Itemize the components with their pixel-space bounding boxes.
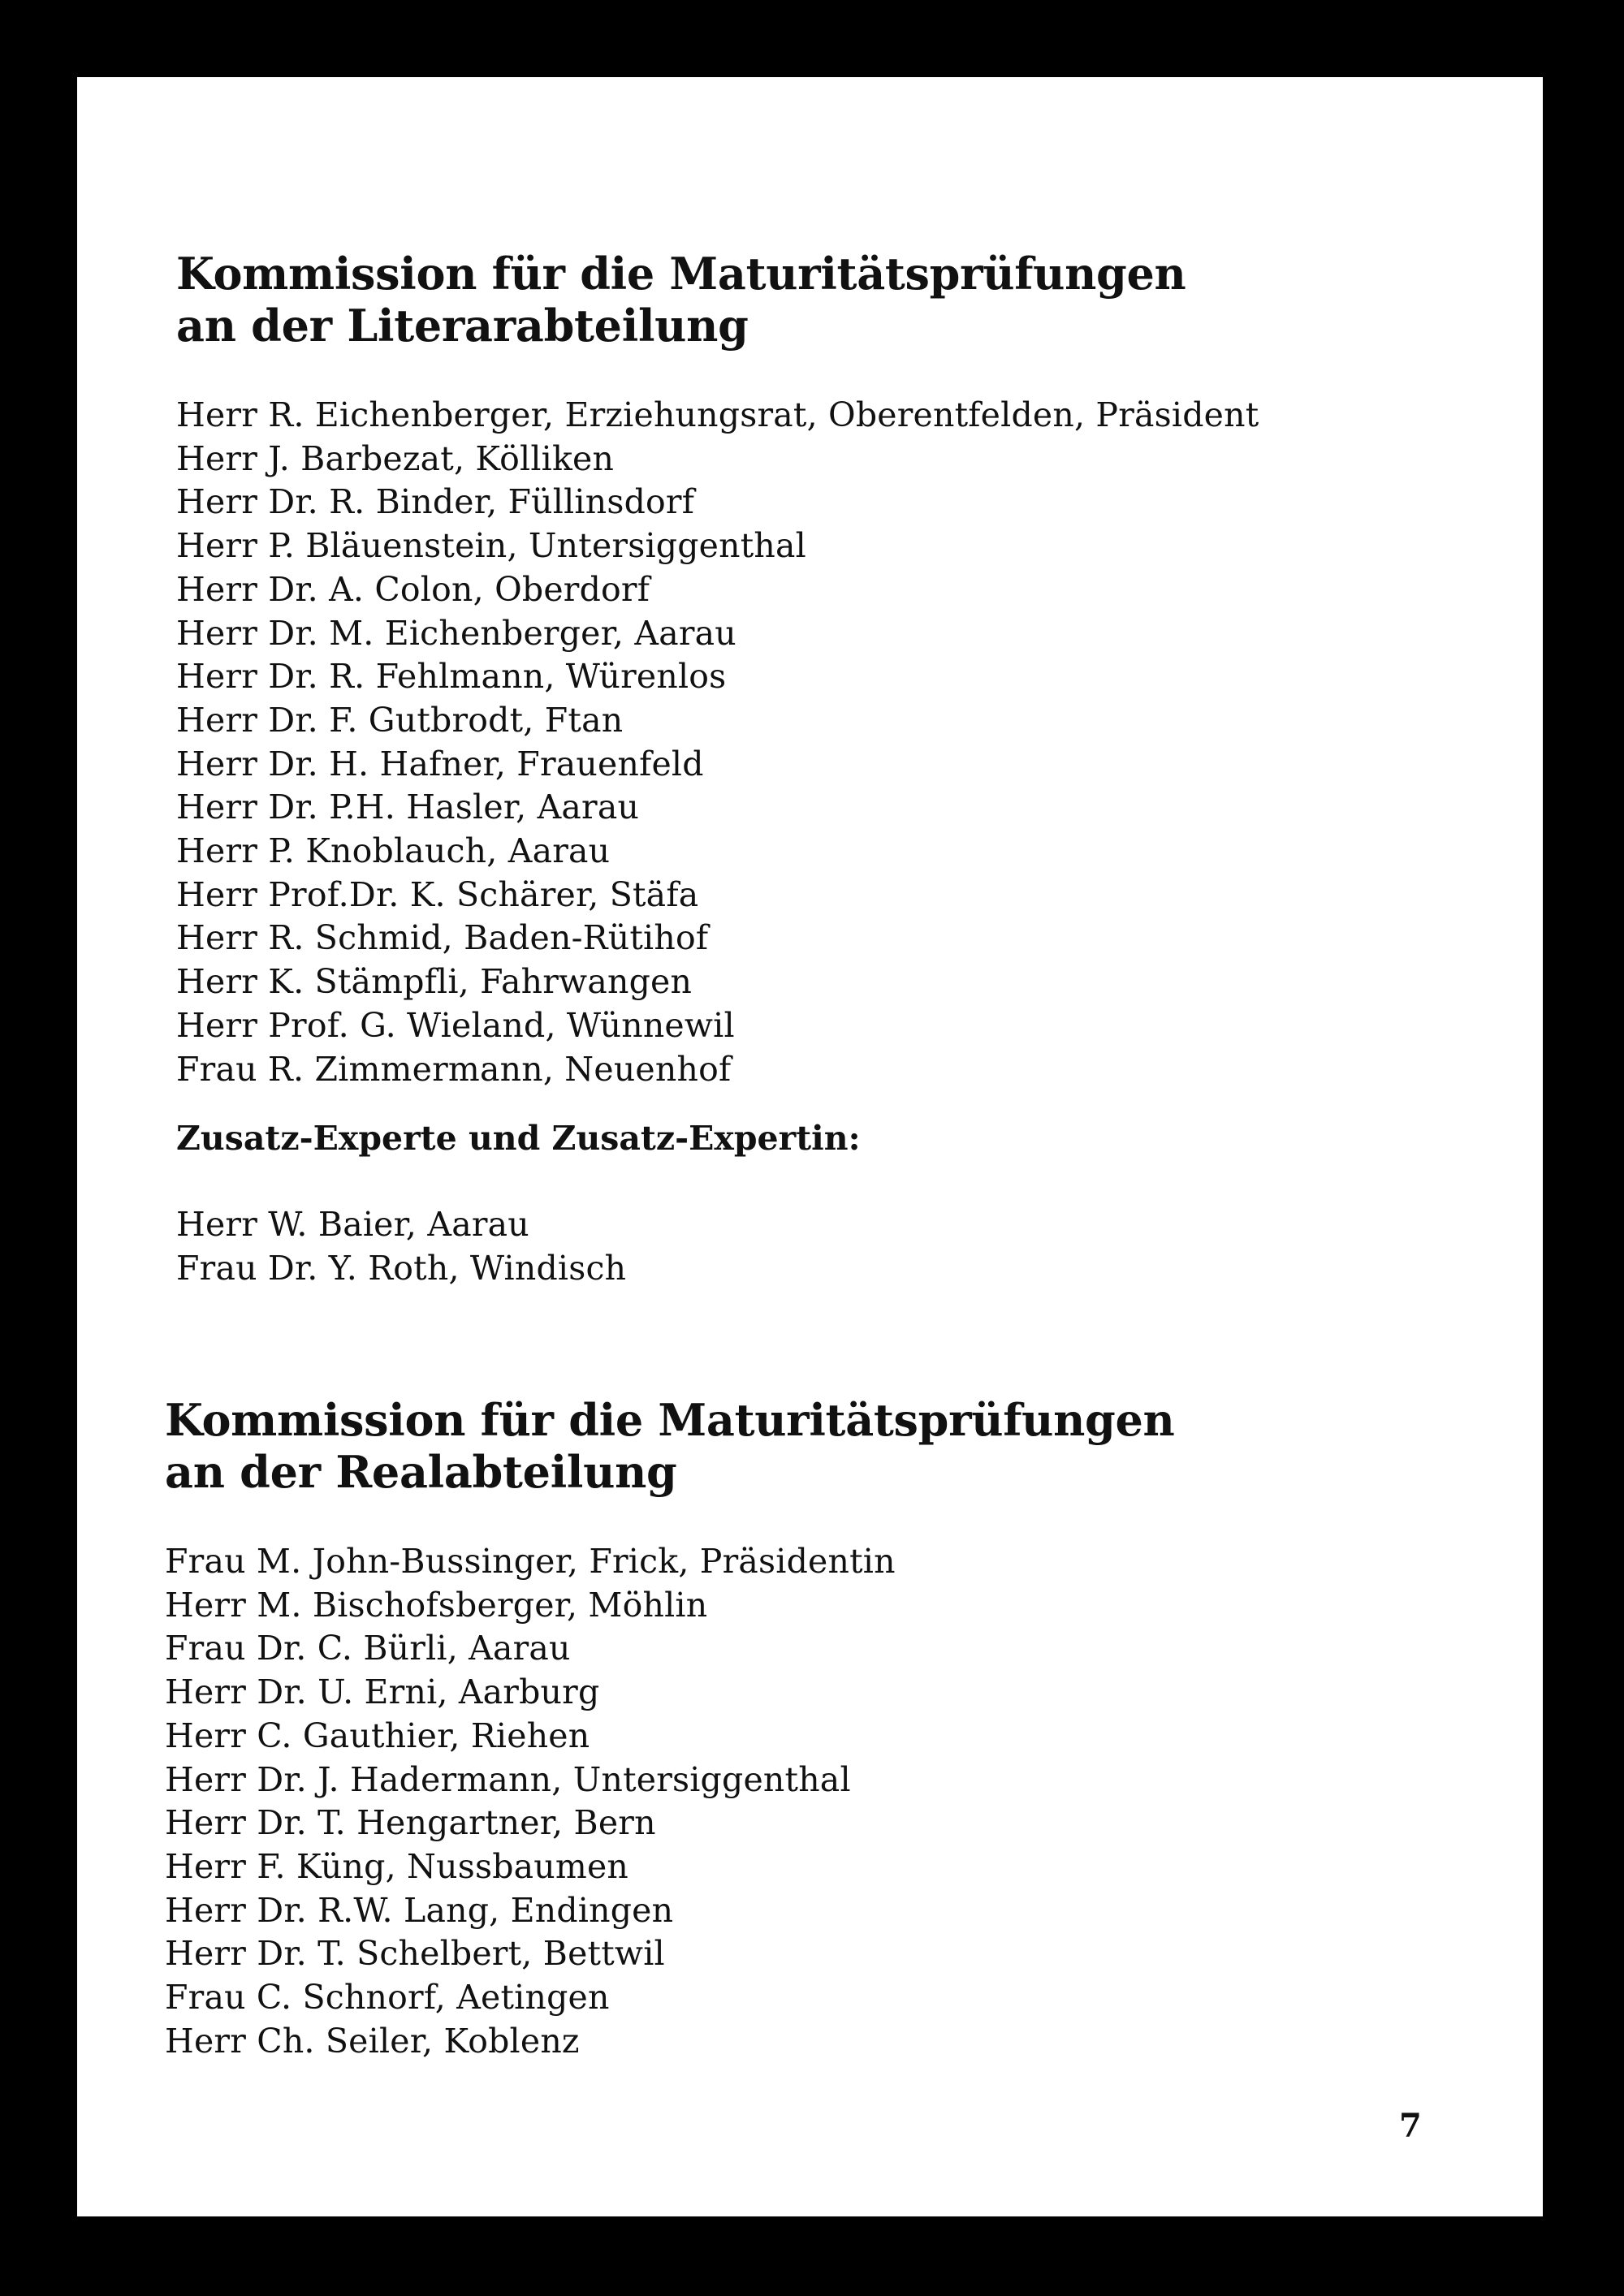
member-item: Herr J. Barbezat, Kölliken [176, 438, 615, 478]
section-heading [165, 1394, 1175, 1498]
section-literarabteilung [176, 248, 1259, 1290]
member-item: Herr C. Gauthier, Riehen [165, 1716, 590, 1755]
member-list [165, 1540, 1175, 2063]
member-item: Frau R. Zimmermann, Neuenhof [176, 1049, 732, 1089]
member-item: Herr P. Bläuenstein, Untersiggenthal [176, 526, 806, 566]
member-item: Herr Dr. T. Hengartner, Bern [165, 1803, 656, 1843]
member-item: Herr Ch. Seiler, Koblenz [165, 2021, 580, 2061]
member-item: Herr Dr. H. Hafner, Frauenfeld [176, 744, 704, 783]
member-item: Herr R. Eichenberger, Erziehungsrat, Oberentfelden, Präsident [176, 395, 1259, 434]
additional-experts-heading: Zusatz-Experte und Zusatz-Expertin: [176, 1119, 861, 1159]
page-number: 7 [1399, 2107, 1422, 2145]
member-item: Herr Dr. M. Eichenberger, Aarau [176, 613, 736, 653]
member-item: Herr P. Knoblauch, Aarau [176, 831, 611, 871]
member-item: Herr R. Schmid, Baden-Rütihof [176, 918, 709, 958]
member-item: Herr W. Baier, Aarau [176, 1204, 529, 1244]
heading-line-2: an der Literarabteilung [176, 300, 749, 352]
member-item: Herr Dr. F. Gutbrodt, Ftan [176, 700, 624, 740]
member-list [176, 394, 1259, 1091]
member-item: Herr Prof.Dr. K. Schärer, Stäfa [176, 874, 699, 914]
member-item: Frau Dr. C. Bürli, Aarau [165, 1629, 571, 1668]
member-item: Frau M. John-Bussinger, Frick, Präsidentin [165, 1542, 896, 1581]
section-heading [176, 248, 1259, 352]
member-item: Herr Dr. R. Binder, Füllinsdorf [176, 482, 695, 522]
heading-line-1: Kommission für die Maturitätsprüfungen [165, 1394, 1175, 1446]
member-item: Frau Dr. Y. Roth, Windisch [176, 1248, 627, 1288]
document-page [77, 77, 1543, 2216]
member-item: Herr Dr. J. Hadermann, Untersiggenthal [165, 1759, 851, 1799]
member-item: Frau C. Schnorf, Aetingen [165, 1978, 610, 2018]
member-item: Herr F. Küng, Nussbaumen [165, 1846, 629, 1886]
additional-experts-list [176, 1203, 1259, 1290]
heading-line-2: an der Realabteilung [165, 1446, 677, 1498]
section-realabteilung [165, 1394, 1175, 2063]
member-item: Herr Dr. P.H. Hasler, Aarau [176, 788, 640, 827]
member-item: Herr K. Stämpfli, Fahrwangen [176, 962, 693, 1002]
member-item: Herr Dr. U. Erni, Aarburg [165, 1672, 600, 1712]
member-item: Herr M. Bischofsberger, Möhlin [165, 1585, 708, 1625]
member-item: Herr Dr. A. Colon, Oberdorf [176, 569, 650, 609]
heading-line-1: Kommission für die Maturitätsprüfungen [176, 248, 1186, 300]
member-item: Herr Dr. T. Schelbert, Bettwil [165, 1934, 665, 1974]
member-item: Herr Dr. R.W. Lang, Endingen [165, 1890, 674, 1930]
member-item: Herr Dr. R. Fehlmann, Würenlos [176, 657, 727, 697]
member-item: Herr Prof. G. Wieland, Wünnewil [176, 1005, 735, 1045]
